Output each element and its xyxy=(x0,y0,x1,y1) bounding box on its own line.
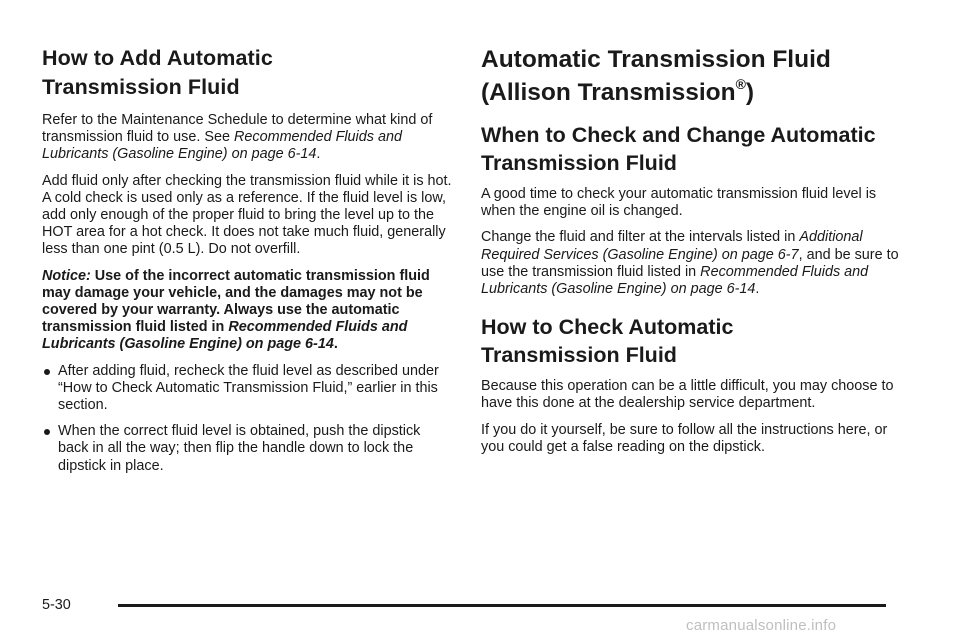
heading-line: Transmission Fluid xyxy=(42,75,240,99)
heading-line: Automatic Transmission Fluid xyxy=(481,46,831,73)
paragraph-text: Refer to the Maintenance Schedule to determine what kind of transmission fluid to use. See xyxy=(42,112,433,146)
cross-reference: Recommended Fluids and Lubricants (Gasoline Engine) on page 6-14 xyxy=(42,129,402,163)
paragraph-text: Change the fluid and filter at the intervals listed in xyxy=(481,229,800,246)
notice-block xyxy=(42,268,452,354)
paragraph-difficult: Because this operation can be a little difficult, you may choose to have this done at the dealership service department. xyxy=(481,378,894,412)
paragraph-add-fluid: Add fluid only after checking the transmission fluid while it is hot. A cold check is used only as a reference. If the fluid level is low, add only enough of the proper fluid to bring the level up to the HOT area for a hot check. It does not take much fluid, generally less than one pint (0.5 L). Do not overfill. xyxy=(42,172,452,258)
left-column xyxy=(42,0,452,475)
heading-line: (Allison Transmission xyxy=(481,79,736,106)
watermark: carmanualsonline.info xyxy=(686,617,837,634)
heading-line: How to Check Automatic xyxy=(481,315,734,340)
paragraph-fluid-type xyxy=(42,112,452,164)
notice-label: Notice: xyxy=(42,267,91,284)
heading-line: How to Add Automatic xyxy=(42,46,273,70)
bullet-icon xyxy=(44,429,50,435)
heading-allison-fluid xyxy=(481,43,901,109)
cross-reference: Additional Required Services (Gasoline Engine) on page 6-7 xyxy=(481,229,863,263)
heading-line: ) xyxy=(745,79,755,106)
page-number: 5-30 xyxy=(42,597,71,613)
list-item xyxy=(42,422,452,475)
notice-text: Use of the incorrect automatic transmission fluid may damage your vehicle, and the damages may not be covered by your warranty. Always use the automatic transmission fluid listed in xyxy=(42,267,430,336)
heading-how-to-add xyxy=(42,44,452,102)
right-column xyxy=(481,0,901,456)
bullet-list xyxy=(42,362,452,475)
paragraph-good-time: A good time to check your automatic transmission fluid level is when the engine oil is changed. xyxy=(481,186,877,220)
heading-line: Transmission Fluid xyxy=(481,151,677,175)
paragraph-change-fluid xyxy=(481,229,901,298)
list-item-text: When the correct fluid level is obtained, push the dipstick back in all the way; then flip the handle down to lock the dipstick in place. xyxy=(58,423,421,474)
heading-line: Transmission Fluid xyxy=(481,343,677,368)
paragraph-text: . xyxy=(316,146,321,163)
heading-how-to-check xyxy=(481,313,901,369)
paragraph-do-it-yourself: If you do it yourself, be sure to follow all the instructions here, or you could get a false reading on the dipstick. xyxy=(481,421,888,455)
list-item xyxy=(42,362,452,415)
cross-reference: Recommended Fluids and Lubricants (Gasoline Engine) on page 6-14 xyxy=(42,319,408,353)
list-item-text: After adding fluid, recheck the fluid level as described under “How to Check Automatic Transmission Fluid,” earlier in this section. xyxy=(58,362,439,414)
paragraph-text: . xyxy=(755,281,760,298)
paragraph-text: , and be sure to use the transmission fluid listed in xyxy=(481,246,899,280)
cross-reference: Recommended Fluids and Lubricants (Gasoline Engine) on page 6-14 xyxy=(481,263,869,298)
heading-when-to-check xyxy=(481,121,901,177)
heading-line: When to Check and Change Automatic xyxy=(481,123,876,147)
bullet-icon xyxy=(44,369,50,375)
notice-text: . xyxy=(333,336,338,353)
footer-rule xyxy=(118,604,886,607)
registered-mark: ® xyxy=(735,76,746,92)
